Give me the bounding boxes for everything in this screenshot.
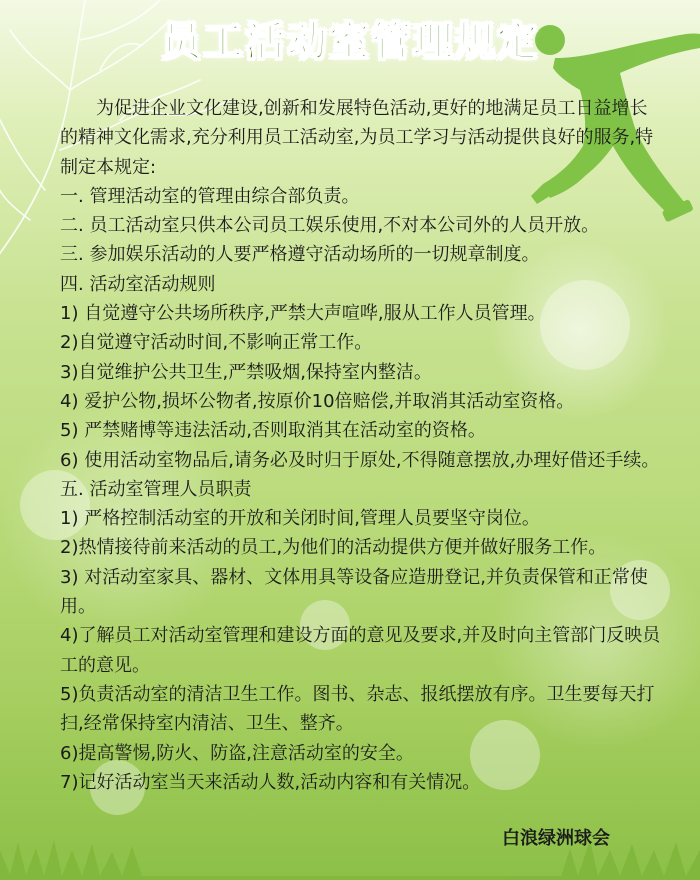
regulation-item: 1) 严格控制活动室的开放和关闭时间,管理人员要坚守岗位。 <box>60 508 540 530</box>
regulation-item: 6) 使用活动室物品后,请务必及时归于原处,不得随意摆放,办理好借还手续。 <box>60 449 660 471</box>
regulation-item: 5)负责活动室的清洁卫生工作。图书、杂志、报纸摆放有序。卫生要每天打扫,经常保持室内清洁、卫生、整齐。 <box>60 683 655 735</box>
regulation-item: 二. 员工活动室只供本公司员工娱乐使用,不对本公司外的人员开放。 <box>60 215 600 237</box>
regulation-item: 3) 对活动室家具、器材、文体用具等设备应造册登记,并负责保管和正常使用。 <box>60 566 648 618</box>
regulation-item: 2)热情接待前来活动的员工,为他们的活动提供方便并做好服务工作。 <box>60 537 607 559</box>
intro-paragraph: 为促进企业文化建设,创新和发展特色活动,更好的地满足员工日益增长的精神文化需求,充分利用员工活动室,为员工学习与活动提供良好的服务,特制定本规定: <box>60 98 654 178</box>
regulation-item: 2)自觉遵守活动时间,不影响正常工作。 <box>60 332 373 354</box>
page-title: 员工活动室管理规定 <box>161 19 539 65</box>
regulation-item: 6)提高警惕,防火、防盗,注意活动室的安全。 <box>60 742 414 764</box>
regulation-item: 一. 管理活动室的管理由综合部负责。 <box>60 185 360 207</box>
regulation-item: 4) 爱护公物,损坏公物者,按原价10倍赔偿,并取消其活动室资格。 <box>60 390 575 412</box>
organization-name: 白浪绿洲球会 <box>502 828 610 849</box>
regulation-item: 7)记好活动室当天来活动人数,活动内容和有关情况。 <box>60 771 481 793</box>
regulation-item: 5) 严禁赌博等违法活动,否则取消其在活动室的资格。 <box>60 420 486 442</box>
regulation-item: 3)自觉维护公共卫生,严禁吸烟,保持室内整洁。 <box>60 361 432 383</box>
section-heading: 四. 活动室活动规则 <box>60 273 216 295</box>
regulation-item: 1) 自觉遵守公共场所秩序,严禁大声喧哗,服从工作人员管理。 <box>60 303 546 325</box>
section-heading: 五. 活动室管理人员职责 <box>60 478 252 500</box>
regulation-item: 4)了解员工对活动室管理和建设方面的意见及要求,并及时向主管部门反映员工的意见。 <box>60 625 661 676</box>
regulation-item: 三. 参加娱乐活动的人要严格遵守活动场所的一切规章制度。 <box>60 244 540 266</box>
regulation-body <box>60 94 665 797</box>
